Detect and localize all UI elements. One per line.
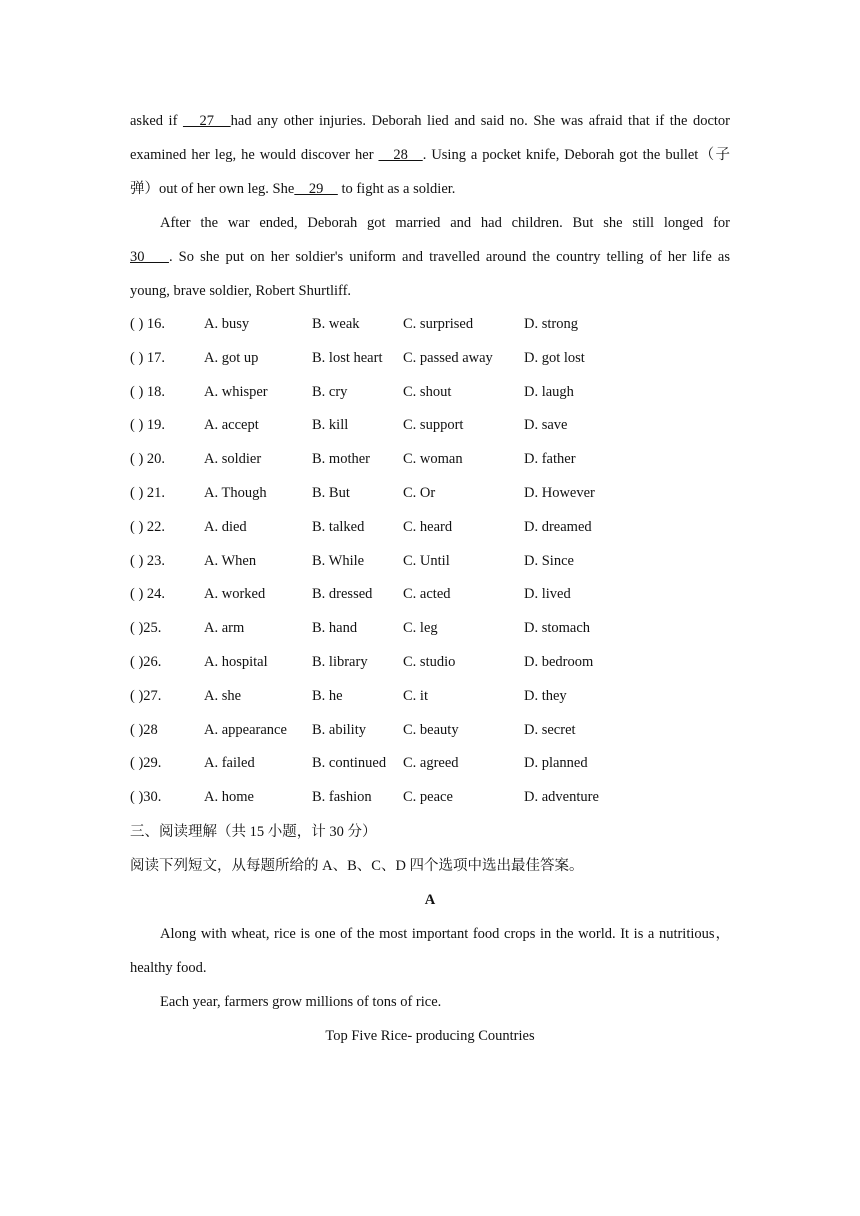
option-c: C. surprised: [403, 316, 474, 332]
option-a: A. appearance: [204, 721, 287, 738]
question-number: ( )27.: [130, 687, 162, 704]
text: examined her leg, he would discover her: [130, 147, 379, 163]
option-b: B. weak: [312, 316, 360, 332]
question-number: ( )30.: [130, 789, 162, 806]
option-a: A. busy: [204, 316, 250, 332]
option-a: A. got up: [204, 349, 259, 366]
option-b: B. hand: [312, 620, 358, 637]
question-number: ( )29.: [130, 755, 162, 772]
option-c: C. Or: [403, 484, 436, 501]
question-number: ( ) 22.: [130, 518, 166, 535]
option-c: C. peace: [403, 789, 453, 806]
question-number: ( ) 17.: [130, 349, 166, 366]
question-row: [130, 714, 730, 748]
option-a: A. whisper: [204, 383, 268, 400]
option-b: B. talked: [312, 518, 365, 535]
option-c: C. it: [403, 687, 428, 704]
option-a: A. When: [204, 552, 257, 569]
option-d: D. they: [524, 687, 567, 704]
table-caption: Top Five Rice- producing Countries: [325, 1027, 535, 1044]
passage-line-2: [130, 138, 730, 172]
option-c: C. heard: [403, 518, 453, 535]
blank-29: 29: [294, 181, 338, 197]
text: asked if: [130, 113, 183, 129]
question-row: [130, 477, 730, 511]
option-b: B. he: [312, 687, 343, 704]
section-heading: 三、阅读理解（共 15 小题，计 30 分）: [130, 823, 377, 840]
option-d: D. secret: [524, 721, 576, 738]
text: to fight as a soldier.: [337, 181, 456, 197]
option-a: A. Though: [204, 484, 267, 501]
option-c: C. agreed: [403, 755, 459, 772]
question-row: [130, 376, 730, 410]
option-b: B. While: [312, 552, 365, 569]
options-list: [130, 308, 730, 815]
option-d: D. got lost: [524, 349, 585, 366]
question-row: [130, 578, 730, 612]
option-b: B. lost heart: [312, 349, 383, 366]
option-b: B. continued: [312, 755, 387, 772]
passage-line-5: [130, 240, 730, 274]
question-number: ( ) 20.: [130, 451, 166, 468]
question-number: ( ) 23.: [130, 552, 166, 569]
option-a: A. accept: [204, 417, 259, 434]
question-row: [130, 342, 730, 376]
question-row: [130, 409, 730, 443]
question-number: ( ) 16.: [130, 316, 166, 332]
document-page: [130, 104, 730, 1053]
option-c: C. beauty: [403, 721, 459, 738]
passage-a-para-1: Along with wheat, rice is one of the most important food crops in the world. It is a nutritious，healthy food.: [130, 925, 730, 976]
option-a: A. arm: [204, 620, 245, 637]
option-d: D. Since: [524, 552, 574, 569]
option-c: C. leg: [403, 620, 438, 637]
question-number: ( )28: [130, 721, 158, 738]
blank-27: 27: [182, 113, 231, 129]
passage-line-3: [130, 172, 730, 206]
question-row: [130, 781, 730, 815]
question-number: ( ) 18.: [130, 383, 166, 400]
passage-label: A: [424, 891, 436, 908]
text: had any other injuries. Deborah lied and said no. She was afraid that if the doctor: [230, 113, 731, 129]
option-c: C. support: [403, 417, 464, 434]
option-c: C. studio: [403, 653, 456, 670]
option-a: A. home: [204, 789, 254, 806]
question-number: ( )25.: [130, 620, 162, 637]
option-b: B. kill: [312, 417, 349, 434]
question-row: [130, 747, 730, 781]
question-number: ( ) 19.: [130, 417, 166, 434]
question-row: [130, 646, 730, 680]
option-d: D. stomach: [524, 620, 591, 637]
option-d: D. father: [524, 451, 576, 468]
option-b: B. cry: [312, 383, 348, 400]
option-a: A. soldier: [204, 451, 262, 468]
option-d: D. save: [524, 417, 568, 434]
option-a: A. hospital: [204, 653, 268, 670]
option-d: D. dreamed: [524, 518, 592, 535]
option-d: D. lived: [524, 586, 571, 603]
option-a: A. worked: [204, 586, 266, 603]
option-c: C. passed away: [403, 349, 493, 366]
passage-line-4: After the war ended, Deborah got married and had children. But she still longed for: [160, 215, 730, 231]
option-d: D. laugh: [524, 383, 574, 400]
option-d: D. However: [524, 484, 595, 501]
option-d: D. bedroom: [524, 653, 594, 670]
text: 弹）out of her own leg. She: [130, 181, 295, 197]
blank-30: 30: [130, 249, 169, 265]
option-c: C. woman: [403, 451, 463, 468]
passage-line-6: young, brave soldier, Robert Shurtliff.: [130, 283, 352, 299]
option-b: B. mother: [312, 451, 370, 468]
passage-line-1: [130, 104, 730, 138]
question-row: [130, 680, 730, 714]
text: . So she put on her soldier's uniform and travelled around the country telling of her life as: [168, 249, 731, 265]
option-a: A. died: [204, 518, 247, 535]
section-instruction: 阅读下列短文，从每题所给的 A、B、C、D 四个选项中选出最佳答案。: [130, 857, 584, 874]
option-d: D. planned: [524, 755, 588, 772]
passage-a-para-2: Each year, farmers grow millions of tons of rice.: [160, 993, 442, 1010]
question-row: [130, 612, 730, 646]
option-b: B. ability: [312, 721, 366, 738]
blank-28: 28: [378, 147, 423, 163]
question-row: [130, 443, 730, 477]
question-row: [130, 308, 730, 342]
option-d: D. strong: [524, 316, 578, 332]
option-c: C. acted: [403, 586, 451, 603]
option-b: B. library: [312, 653, 368, 670]
question-row: [130, 545, 730, 579]
option-c: C. Until: [403, 552, 450, 569]
option-a: A. she: [204, 687, 242, 704]
question-number: ( )26.: [130, 653, 162, 670]
option-b: B. fashion: [312, 789, 372, 806]
question-number: ( ) 24.: [130, 586, 166, 603]
text: . Using a pocket knife, Deborah got the bullet（子: [422, 147, 731, 163]
question-number: ( ) 21.: [130, 484, 166, 501]
question-row: [130, 511, 730, 545]
option-c: C. shout: [403, 383, 452, 400]
option-d: D. adventure: [524, 789, 599, 806]
option-b: B. dressed: [312, 586, 373, 603]
option-b: B. But: [312, 484, 350, 501]
option-a: A. failed: [204, 755, 255, 772]
